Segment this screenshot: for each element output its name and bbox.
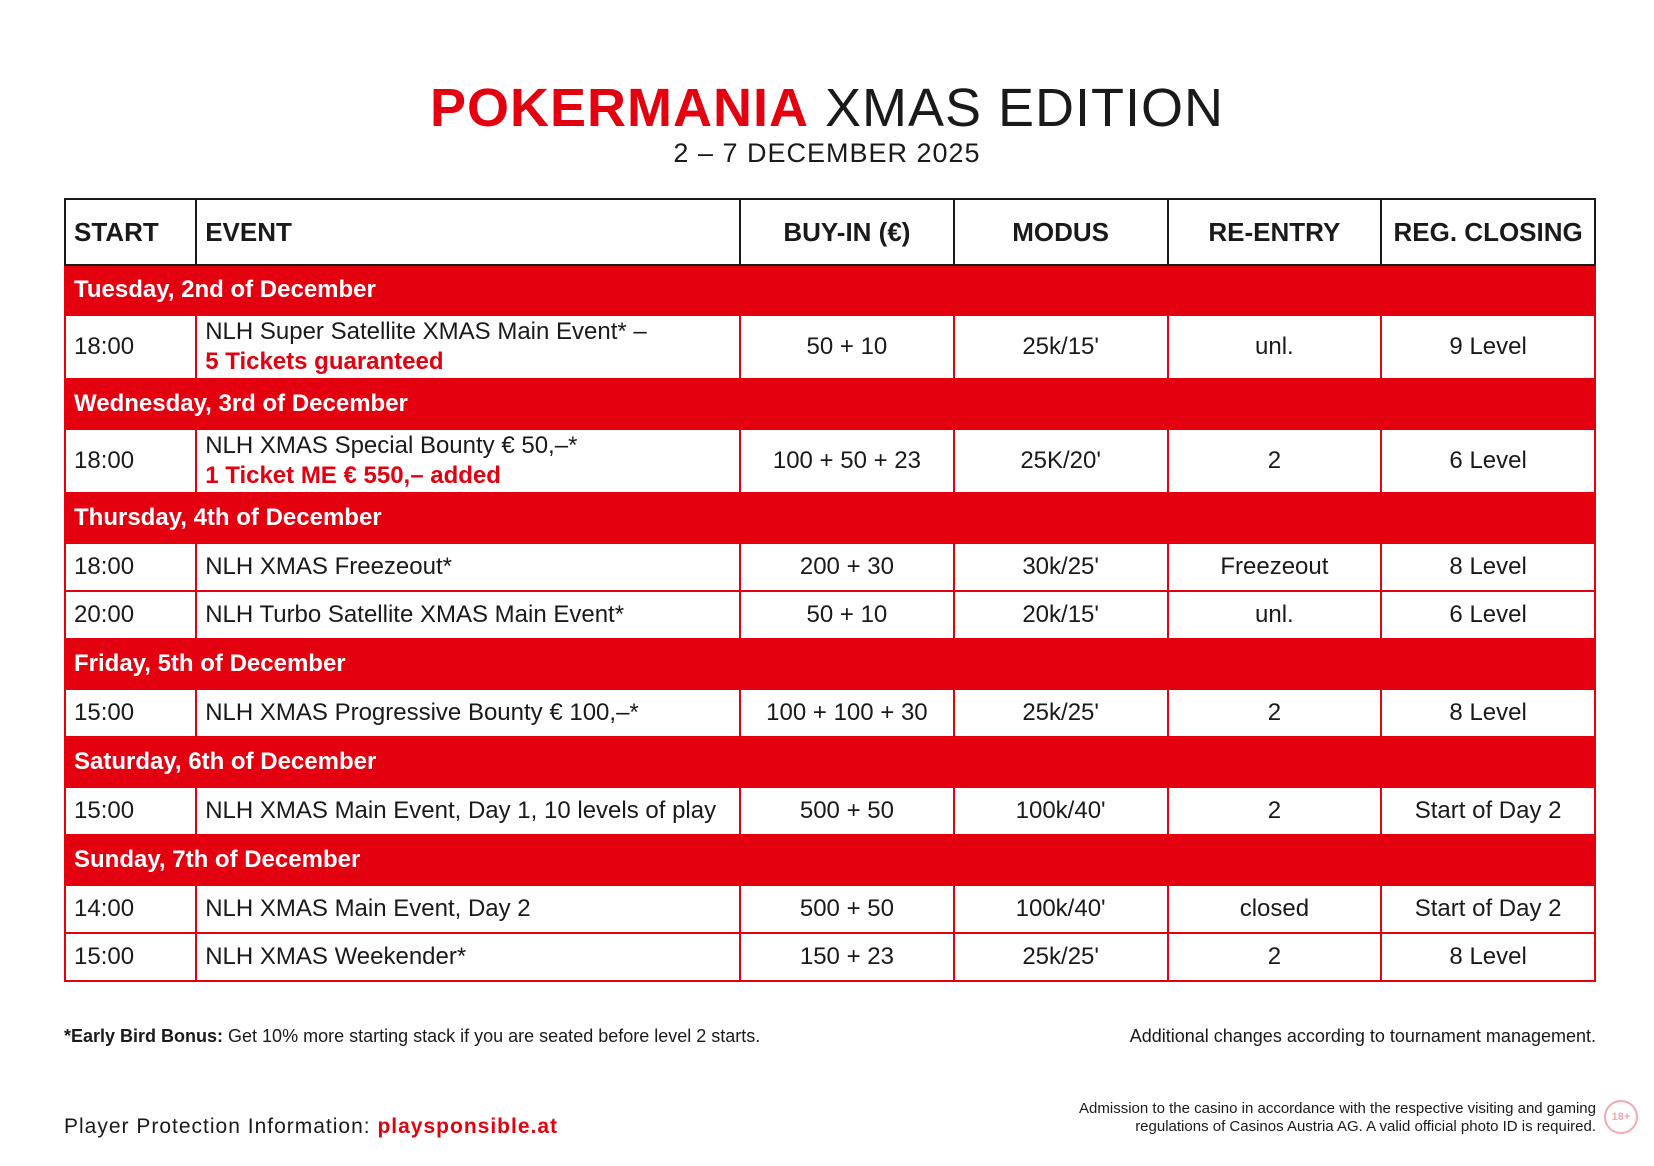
buyin: 100 + 50 + 23 xyxy=(740,429,954,493)
event-note: 1 Ticket ME € 550,– added xyxy=(205,462,501,489)
reg-closing: Start of Day 2 xyxy=(1381,885,1595,933)
modus: 20k/15' xyxy=(954,591,1168,639)
table-row xyxy=(65,787,1595,835)
column-header-reentry: RE-ENTRY xyxy=(1168,199,1382,265)
buyin: 500 + 50 xyxy=(740,885,954,933)
buyin: 100 + 100 + 30 xyxy=(740,689,954,737)
reentry: 2 xyxy=(1168,429,1382,493)
table-row xyxy=(65,315,1595,379)
event-name: NLH XMAS Main Event, Day 1, 10 levels of play xyxy=(196,787,740,835)
reg-closing: 9 Level xyxy=(1381,315,1595,379)
edition-name: XMAS EDITION xyxy=(824,78,1225,138)
age-18-icon: 18+ xyxy=(1604,1100,1638,1134)
day-label: Sunday, 7th of December xyxy=(65,835,1595,885)
column-header-event: EVENT xyxy=(196,199,740,265)
day-row xyxy=(65,737,1595,787)
reg-closing: 8 Level xyxy=(1381,543,1595,591)
schedule-table xyxy=(64,198,1596,982)
column-header-buyin: BUY-IN (€) xyxy=(740,199,954,265)
reg-closing: 8 Level xyxy=(1381,933,1595,981)
table-row xyxy=(65,689,1595,737)
reg-closing: 6 Level xyxy=(1381,429,1595,493)
modus: 25k/15' xyxy=(954,315,1168,379)
day-row xyxy=(65,379,1595,429)
event-name: NLH XMAS Progressive Bounty € 100,–* xyxy=(196,689,740,737)
day-label: Friday, 5th of December xyxy=(65,639,1595,689)
modus: 100k/40' xyxy=(954,885,1168,933)
day-row xyxy=(65,493,1595,543)
buyin: 50 + 10 xyxy=(740,591,954,639)
event-name: NLH XMAS Weekender* xyxy=(196,933,740,981)
event-name xyxy=(196,315,740,379)
reg-closing: 6 Level xyxy=(1381,591,1595,639)
modus: 30k/25' xyxy=(954,543,1168,591)
modus: 25k/25' xyxy=(954,933,1168,981)
reentry: 2 xyxy=(1168,933,1382,981)
event-title: NLH XMAS Special Bounty € 50,–* xyxy=(205,432,578,459)
player-protection xyxy=(64,1115,558,1139)
table-row xyxy=(65,885,1595,933)
early-bird-text: Get 10% more starting stack if you are seated before level 2 starts. xyxy=(223,1026,761,1046)
column-header-start: START xyxy=(65,199,196,265)
modus: 100k/40' xyxy=(954,787,1168,835)
admission-note xyxy=(976,1100,1596,1136)
buyin: 200 + 30 xyxy=(740,543,954,591)
buyin: 500 + 50 xyxy=(740,787,954,835)
brand-name: POKERMANIA xyxy=(429,78,809,138)
reg-closing: Start of Day 2 xyxy=(1381,787,1595,835)
day-label: Tuesday, 2nd of December xyxy=(65,265,1595,315)
column-header-modus: MODUS xyxy=(954,199,1168,265)
event-dates: 2 – 7 DECEMBER 2025 xyxy=(673,138,981,168)
reentry: unl. xyxy=(1168,591,1382,639)
event-note: 5 Tickets guaranteed xyxy=(205,348,444,375)
table-row xyxy=(65,543,1595,591)
early-bird-note xyxy=(64,1026,760,1047)
buyin: 150 + 23 xyxy=(740,933,954,981)
day-label: Thursday, 4th of December xyxy=(65,493,1595,543)
table-row xyxy=(65,591,1595,639)
reentry: closed xyxy=(1168,885,1382,933)
start-time: 18:00 xyxy=(65,429,196,493)
event-name xyxy=(196,429,740,493)
early-bird-label: *Early Bird Bonus: xyxy=(64,1026,224,1046)
start-time: 18:00 xyxy=(65,543,196,591)
reentry: 2 xyxy=(1168,787,1382,835)
header-row xyxy=(65,199,1595,265)
event-name: NLH XMAS Freezeout* xyxy=(196,543,740,591)
start-time: 18:00 xyxy=(65,315,196,379)
day-row xyxy=(65,639,1595,689)
reg-closing: 8 Level xyxy=(1381,689,1595,737)
table-row xyxy=(65,429,1595,493)
protection-label: Player Protection Information: xyxy=(64,1115,378,1138)
modus: 25K/20' xyxy=(954,429,1168,493)
page-title xyxy=(0,78,1654,138)
event-name: NLH XMAS Main Event, Day 2 xyxy=(196,885,740,933)
start-time: 15:00 xyxy=(65,933,196,981)
reentry: Freezeout xyxy=(1168,543,1382,591)
event-name: NLH Turbo Satellite XMAS Main Event* xyxy=(196,591,740,639)
day-label: Saturday, 6th of December xyxy=(65,737,1595,787)
start-time: 20:00 xyxy=(65,591,196,639)
table-row xyxy=(65,933,1595,981)
day-row xyxy=(65,265,1595,315)
day-label: Wednesday, 3rd of December xyxy=(65,379,1595,429)
event-title: NLH Super Satellite XMAS Main Event* – xyxy=(205,318,647,345)
start-time: 15:00 xyxy=(65,787,196,835)
buyin: 50 + 10 xyxy=(740,315,954,379)
start-time: 15:00 xyxy=(65,689,196,737)
start-time: 14:00 xyxy=(65,885,196,933)
protection-link[interactable]: playsponsible.at xyxy=(377,1115,559,1138)
modus: 25k/25' xyxy=(954,689,1168,737)
admission-line: Admission to the casino in accordance with the respective visiting and gaming xyxy=(1079,1100,1596,1117)
reentry: unl. xyxy=(1168,315,1382,379)
changes-note: Additional changes according to tournament management. xyxy=(1129,1026,1596,1046)
admission-line: regulations of Casinos Austria AG. A valid official photo ID is required. xyxy=(1135,1118,1596,1135)
day-row xyxy=(65,835,1595,885)
column-header-reg-closing: REG. CLOSING xyxy=(1381,199,1595,265)
reentry: 2 xyxy=(1168,689,1382,737)
